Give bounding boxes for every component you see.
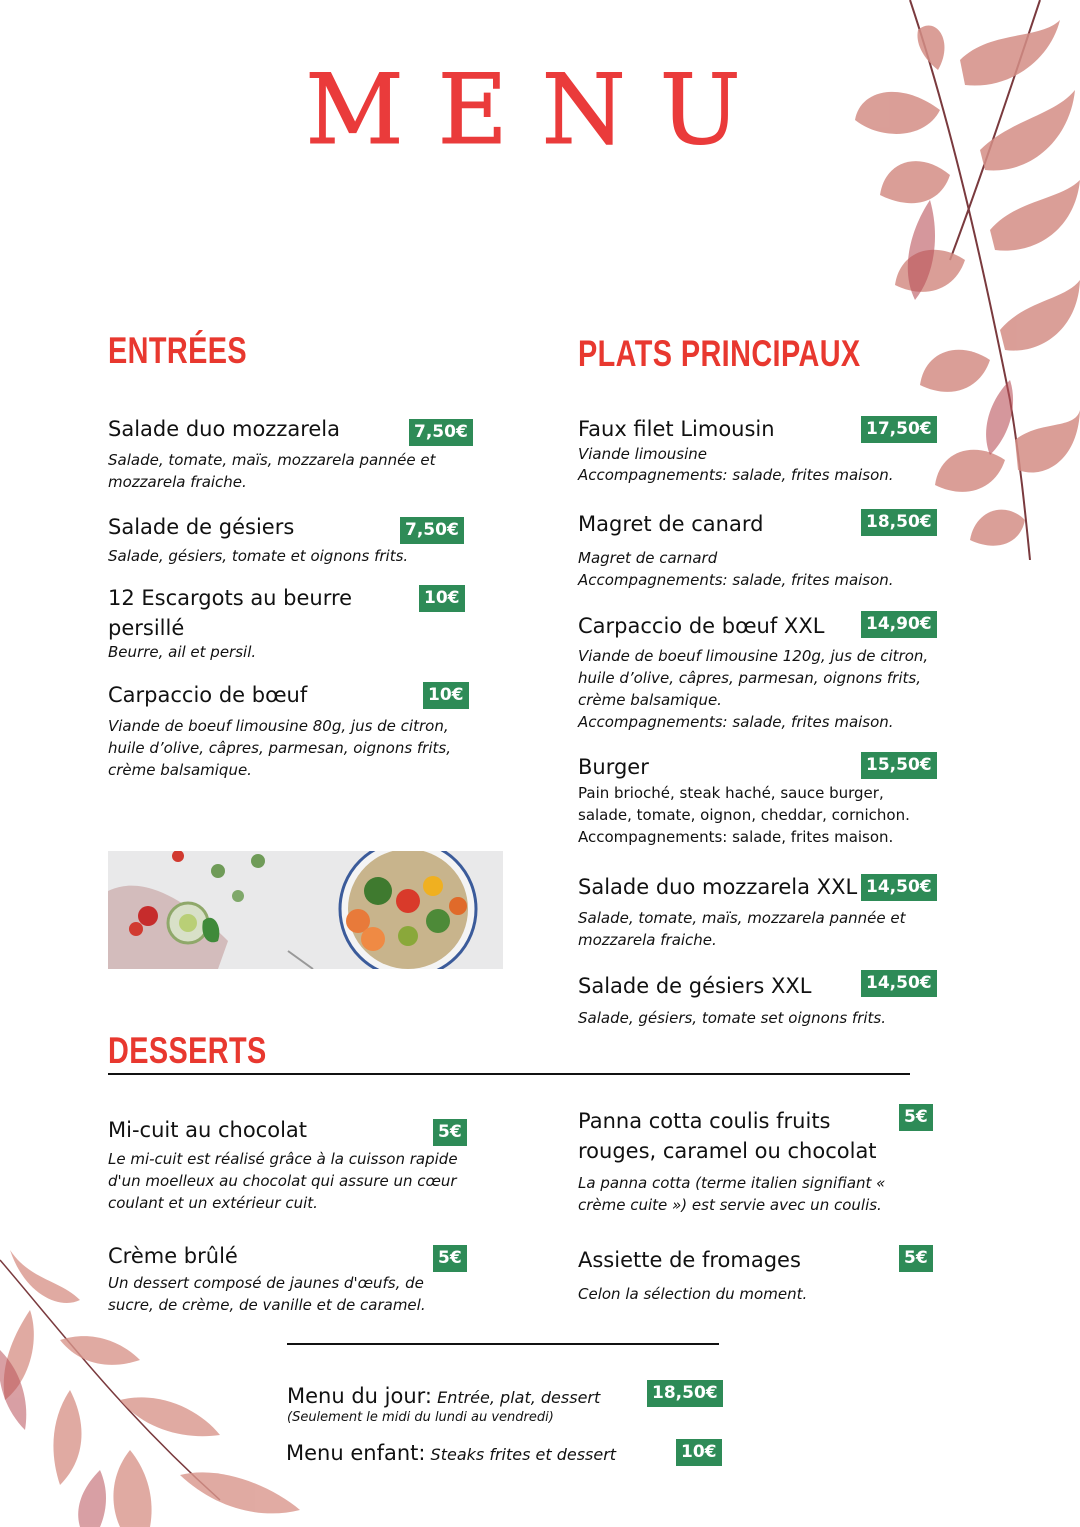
menu-item-name: Salade duo mozzarela	[108, 417, 341, 441]
menu-item-accompaniment: Accompagnements: salade, frites maison.	[578, 828, 894, 846]
menu-title: MENU	[305, 54, 775, 166]
menu-item-name: Carpaccio de bœuf	[108, 683, 308, 707]
price-badge: 14,90€	[861, 611, 937, 638]
menu-item-accompaniment: Accompagnements: salade, frites maison.	[578, 713, 894, 731]
price-badge: 14,50€	[861, 970, 937, 997]
divider	[287, 1343, 719, 1345]
menu-item-description: Un dessert composé de jaunes d'œufs, de sucre, de crème, de vanille et de caramel.	[108, 1274, 426, 1314]
menu-item-description: Pain brioché, steak haché, sauce burger, salade, tomate, oignon, cheddar, cornichon.	[578, 784, 910, 824]
formula-contents: Entrée, plat, dessert	[437, 1388, 601, 1407]
formula-name: Menu enfant:	[286, 1441, 426, 1465]
price-badge: 5€	[899, 1245, 933, 1272]
menu-item-description: La panna cotta (terme italien signifiant « crème cuite ») est servie avec un coulis.	[578, 1174, 886, 1214]
menu-item-description: Le mi-cuit est réalisé grâce à la cuisson rapide d'un moelleux au chocolat qui assure un cœur coulant et un extérieur cuit.	[108, 1150, 458, 1212]
menu-item-name: Salade duo mozzarela XXL	[578, 875, 858, 899]
price-badge: 15,50€	[861, 752, 937, 779]
menu-item-description: Viande de boeuf limousine 120g, jus de citron, huile d’olive, câpres, parmesan, oignons frits, crème balsamique.	[578, 647, 929, 709]
menu-item-name: Assiette de fromages	[578, 1248, 801, 1272]
section-heading-desserts: DESSERTS	[108, 1030, 267, 1071]
menu-item-name: Panna cotta coulis fruits rouges, caramel ou chocolat	[578, 1109, 877, 1163]
menu-item-name: Faux filet Limousin	[578, 417, 775, 441]
price-badge: 18,50€	[861, 509, 937, 536]
menu-item-name: Mi-cuit au chocolat	[108, 1118, 308, 1142]
menu-item-description: Salade, tomate, maïs, mozzarela pannée et mozzarela fraiche.	[578, 909, 906, 949]
price-badge: 14,50€	[861, 874, 937, 901]
price-badge: 7,50€	[400, 517, 464, 544]
menu-item-name: Salade de gésiers	[108, 515, 295, 539]
formula-note: (Seulement le midi du lundi au vendredi)	[287, 1410, 554, 1425]
section-heading-entrees: ENTRÉES	[108, 330, 248, 371]
formula-contents: Steaks frites et dessert	[430, 1445, 617, 1464]
menu-item-description: Celon la sélection du moment.	[578, 1285, 808, 1303]
menu-item-name: Magret de canard	[578, 512, 764, 536]
formula-menu-du-jour	[287, 1384, 627, 1408]
price-badge: 17,50€	[861, 416, 937, 443]
menu-item-name: Burger	[578, 755, 649, 779]
formula-name: Menu du jour:	[287, 1384, 432, 1408]
menu-item-name: 12 Escargots au beurre persillé	[108, 586, 353, 640]
formula-menu-enfant	[286, 1441, 646, 1465]
price-badge: 5€	[433, 1245, 467, 1272]
menu-item-name: Carpaccio de bœuf XXL	[578, 614, 825, 638]
menu-item-accompaniment: Accompagnements: salade, frites maison.	[578, 466, 894, 484]
menu-item-description: Viande limousine	[578, 445, 707, 463]
menu-item-name: Crème brûlé	[108, 1244, 238, 1268]
menu-item-description: Salade, gésiers, tomate set oignons frits.	[578, 1009, 886, 1027]
divider	[108, 1073, 910, 1075]
menu-item-description: Beurre, ail et persil.	[108, 643, 257, 661]
menu-item-description: Salade, gésiers, tomate et oignons frits.	[108, 547, 409, 565]
price-badge: 7,50€	[409, 419, 473, 446]
price-badge: 18,50€	[647, 1380, 723, 1407]
menu-item-description: Magret de carnard	[578, 549, 718, 567]
price-badge: 10€	[676, 1439, 722, 1466]
menu-item-description: Salade, tomate, maïs, mozzarela pannée et mozzarela fraiche.	[108, 451, 436, 491]
price-badge: 10€	[423, 682, 469, 709]
price-badge: 5€	[433, 1119, 467, 1146]
price-badge: 10€	[419, 585, 465, 612]
food-photo	[108, 851, 503, 969]
price-badge: 5€	[899, 1104, 933, 1131]
menu-item-description: Viande de boeuf limousine 80g, jus de citron, huile d’olive, câpres, parmesan, oignons frits, crème balsamique.	[108, 717, 451, 779]
section-heading-plats: PLATS PRINCIPAUX	[578, 333, 861, 374]
menu-item-accompaniment: Accompagnements: salade, frites maison.	[578, 571, 894, 589]
menu-item-name: Salade de gésiers XXL	[578, 974, 812, 998]
